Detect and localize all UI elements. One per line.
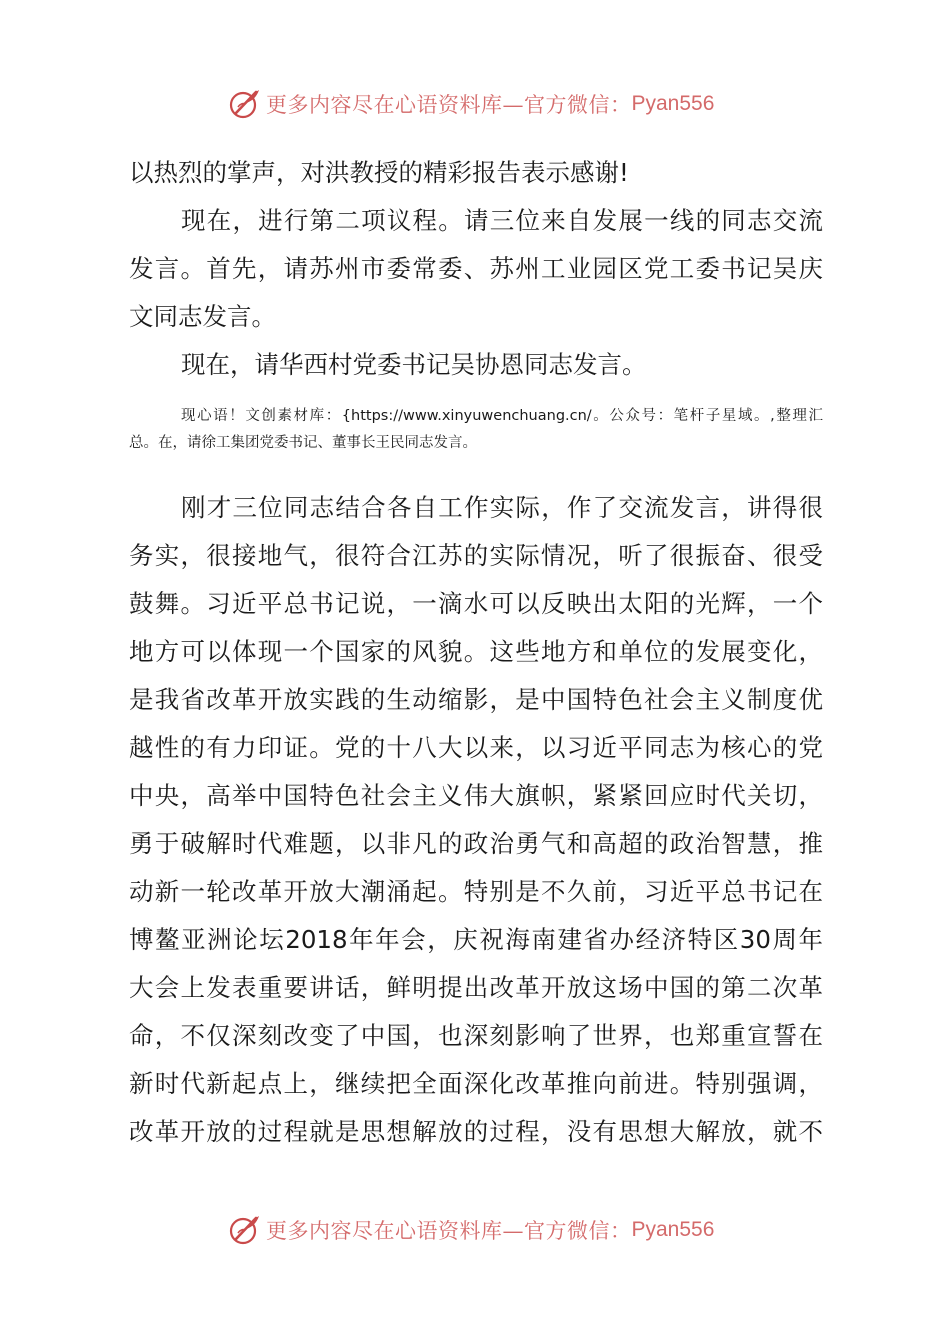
quill-logo-icon <box>228 87 262 121</box>
body-line: 博鳌亚洲论坛2018年年会，庆祝海南建省办经济特区30周年 <box>129 925 823 954</box>
footer-watermark-banner <box>228 1210 714 1250</box>
body-block-1 <box>129 149 823 389</box>
body-line: 越性的有力印证。党的十八大以来，以习近平同志为核心的党 <box>129 733 823 762</box>
footer-banner-text: 更多内容尽在心语资料库—官方微信： <box>266 1219 632 1243</box>
body-line: 现在，请华西村党委书记吴协恩同志发言。 <box>181 350 647 379</box>
body-line: 改革开放的过程就是思想解放的过程，没有思想大解放，就不 <box>129 1117 823 1146</box>
header-banner-text: 更多内容尽在心语资料库—官方微信： <box>266 93 632 117</box>
body-line: 是我省改革开放实践的生动缩影，是中国特色社会主义制度优 <box>129 685 823 714</box>
body-line: 文同志发言。 <box>129 302 276 331</box>
body-line: 勇于破解时代难题，以非凡的政治勇气和高超的政治智慧，推 <box>129 829 823 858</box>
body-line: 以热烈的掌声，对洪教授的精彩报告表示感谢! <box>129 158 629 187</box>
body-line: 务实，很接地气，很符合江苏的实际情况，听了很振奋、很受 <box>129 541 823 570</box>
footer-banner-id: Pyan556 <box>631 1218 715 1241</box>
note-line: 总。在，请徐工集团党委书记、董事长王民同志发言。 <box>129 435 477 451</box>
note-line: 现心语！文创素材库：{https://www.xinyuwenchuang.cn/。公众号：笔杆子星域。,整理汇 <box>181 408 823 424</box>
body-line: 动新一轮改革开放大潮涌起。特别是不久前，习近平总书记在 <box>129 877 823 906</box>
body-line: 地方可以体现一个国家的风貌。这些地方和单位的发展变化， <box>129 637 823 666</box>
body-block-2 <box>129 484 823 1156</box>
source-note <box>129 403 823 457</box>
header-watermark-banner <box>228 84 714 124</box>
body-line: 发言。首先，请苏州市委常委、苏州工业园区党工委书记吴庆 <box>129 254 823 283</box>
header-banner-id: Pyan556 <box>631 92 715 115</box>
body-line: 新时代新起点上，继续把全面深化改革推向前进。特别强调， <box>129 1069 823 1098</box>
quill-logo-icon <box>228 1213 262 1247</box>
body-line: 大会上发表重要讲话，鲜明提出改革开放这场中国的第二次革 <box>129 973 823 1002</box>
body-line: 刚才三位同志结合各自工作实际，作了交流发言，讲得很 <box>181 493 823 522</box>
body-line: 鼓舞。习近平总书记说，一滴水可以反映出太阳的光辉，一个 <box>129 589 823 618</box>
body-line: 命，不仅深刻改变了中国，也深刻影响了世界，也郑重宣誓在 <box>129 1021 823 1050</box>
body-line: 现在，进行第二项议程。请三位来自发展一线的同志交流 <box>181 206 823 235</box>
body-line: 中央，高举中国特色社会主义伟大旗帜，紧紧回应时代关切， <box>129 781 823 810</box>
